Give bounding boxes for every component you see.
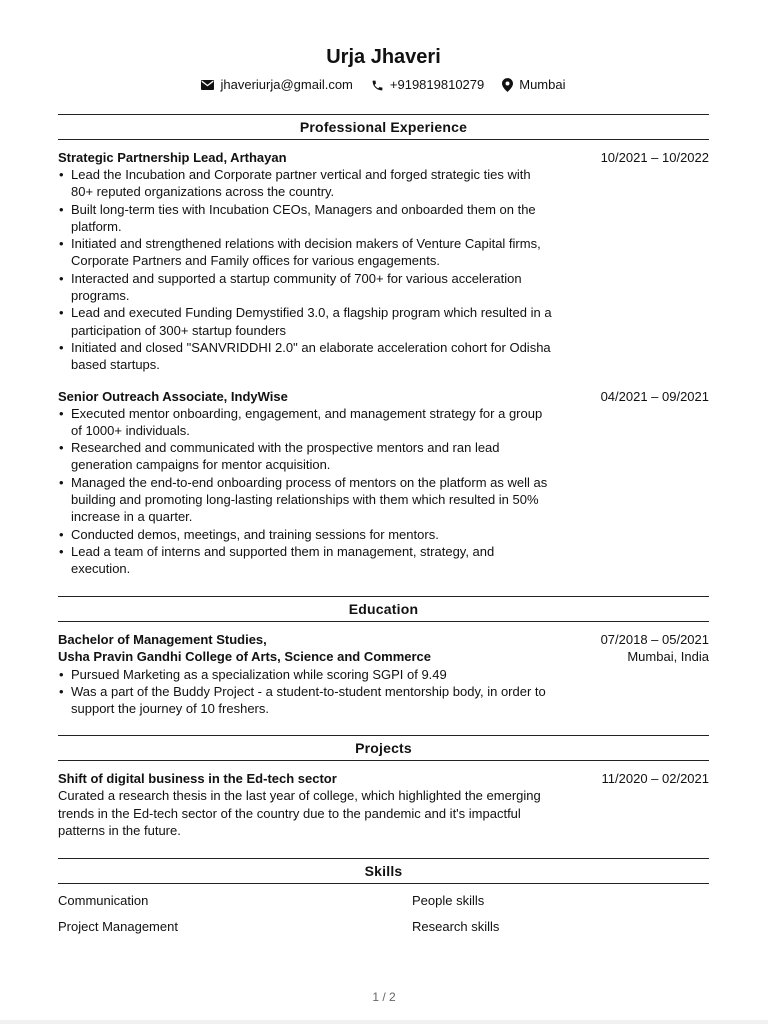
bullet-item: • Interacted and supported a startup community of 700+ for various acceleration programs. — [58, 270, 554, 305]
resume-page — [58, 40, 709, 954]
degree-name: Bachelor of Management Studies, — [58, 631, 267, 647]
phone-icon — [371, 79, 384, 92]
bullet-item: • Lead and executed Funding Demystified 3.0, a flagship program which resulted in a participation of 300+ startup founders — [58, 304, 554, 339]
page-bottom-divider — [0, 1020, 768, 1024]
page-indicator: 1 / 2 — [372, 990, 396, 1004]
skills-grid — [58, 892, 709, 936]
job-title: Strategic Partnership Lead, Arthayan — [58, 150, 287, 165]
bullet-item: • Pursued Marketing as a specialization while scoring SGPI of 9.49 — [58, 666, 554, 683]
school-name: Usha Pravin Gandhi College of Arts, Science and Commerce — [58, 649, 432, 665]
phone-text[interactable]: +919819810279 — [389, 77, 485, 92]
section-title-skills: Skills — [58, 858, 709, 884]
bullet-item: • Managed the end-to-end onboarding process of mentors on the platform as well as building and promoting long-lasting relationships with them which resulted in 50% increase in a quarter. — [58, 474, 554, 526]
projects-section — [58, 735, 709, 840]
bullet-item: • Executed mentor onboarding, engagement, and management strategy for a group of 1000+ individuals. — [58, 405, 554, 440]
candidate-name: Urja Jhaveri — [326, 46, 441, 68]
map-pin-icon — [502, 78, 513, 92]
bullet-item: • Was a part of the Buddy Project - a student-to-student mentorship body, in order to support the journey of 10 freshers. — [58, 683, 554, 718]
bullet-item: • Lead a team of interns and supported them in management, strategy, and execution. — [58, 543, 554, 578]
section-title-experience: Professional Experience — [58, 114, 709, 140]
bullet-item: • Built long-term ties with Incubation CEOs, Managers and onboarded them on the platform. — [58, 201, 554, 236]
section-title-education: Education — [58, 596, 709, 622]
education-location: Mumbai, India — [627, 649, 709, 665]
job-dates: 04/2021 – 09/2021 — [600, 388, 709, 404]
project-dates: 11/2020 – 02/2021 — [601, 771, 709, 787]
experience-entry — [58, 149, 709, 374]
section-title-projects: Projects — [58, 735, 709, 761]
skills-section — [58, 858, 709, 936]
education-section — [58, 596, 709, 718]
skill-item: People skills — [412, 892, 485, 908]
project-description: Curated a research thesis in the last year of college, which highlighted the emerging trends in the Ed-tech sector of the country due to the pandemic and it's impactful patterns in the future. — [58, 788, 541, 839]
bullet-item: • Lead the Incubation and Corporate partner vertical and forged strategic ties with 80+ reputed organizations across the country. — [58, 166, 554, 201]
job-bullets — [58, 166, 554, 374]
project-entry — [58, 770, 709, 840]
job-title: Senior Outreach Associate, IndyWise — [58, 388, 288, 404]
location-text: Mumbai — [519, 77, 566, 92]
project-title: Shift of digital business in the Ed-tech sector — [58, 771, 337, 787]
job-dates: 10/2021 – 10/2022 — [600, 150, 709, 165]
envelope-icon — [201, 80, 214, 90]
contact-email — [201, 76, 352, 94]
education-entry — [58, 631, 709, 718]
bullet-item: • Conducted demos, meetings, and training sessions for mentors. — [58, 526, 554, 543]
bullet-item: • Initiated and closed "SANVRIDDHI 2.0" an elaborate acceleration cohort for Odisha based startups. — [58, 339, 554, 374]
skill-item: Research skills — [412, 918, 500, 934]
bullet-item: • Researched and communicated with the prospective mentors and ran lead generation campaigns for mentor acquisition. — [58, 439, 554, 474]
experience-entry — [58, 388, 709, 578]
job-bullets — [58, 405, 554, 578]
email-text[interactable]: jhaveriurja@gmail.com — [220, 77, 353, 92]
contact-phone — [371, 76, 484, 94]
skill-item: Project Management — [58, 918, 178, 934]
education-bullets — [58, 666, 554, 718]
experience-section — [58, 114, 709, 578]
contact-line — [58, 76, 709, 94]
skill-item: Communication — [58, 892, 149, 908]
education-dates: 07/2018 – 05/2021 — [600, 631, 709, 647]
bullet-item: • Initiated and strengthened relations with decision makers of Venture Capital firms, Corporate Partners and Family offices for various engagements. — [58, 235, 554, 270]
contact-location — [502, 76, 565, 94]
